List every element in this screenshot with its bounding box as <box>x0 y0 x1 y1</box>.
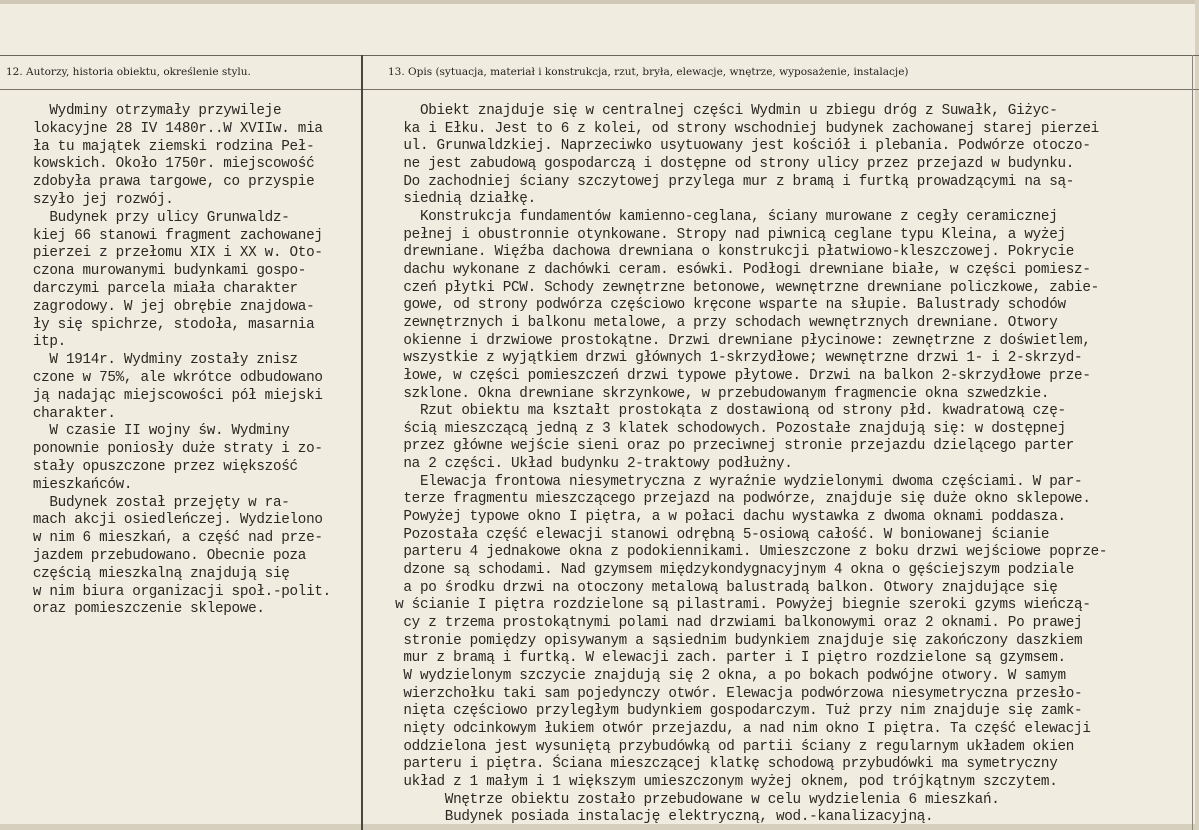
description-text-line: Konstrukcja fundamentów kamienno-ceglana, ściany murowane z cegły ceramicznej <box>362 208 1058 225</box>
description-text-line: Elewacja frontowa niesymetryczna z wyraźnie wydzielonymi dwoma częściami. W par- <box>362 473 1083 490</box>
history-text-line: czona murowanymi budynkami gospo- <box>8 263 307 280</box>
description-text-line: ka i Ełku. Jest to 6 z kolei, od strony wschodniej budynek zachowanej starej pierzei <box>362 120 1099 137</box>
description-text-line: oddzielona jest wysuniętą przybudówką od partii ściany z regularnym układem okien <box>362 738 1075 755</box>
history-text-line: jazdem przebudowano. Obecnie poza <box>8 547 307 564</box>
history-text-line: ła tu majątek ziemski rodzina Peł- <box>8 138 315 155</box>
history-text-line: zagrodowy. W jej obrębie znajdowa- <box>8 298 315 315</box>
description-text-line: pełnej i obustronnie otynkowane. Stropy nad piwnicą ceglane typu Kleina, a wyżej <box>362 226 1066 243</box>
history-text-line: ją nadając miejscowości pół miejski <box>8 387 323 404</box>
description-text-line: a po środku drzwi na otoczony metalową balustradą balkon. Otwory znajdujące się <box>362 579 1058 596</box>
description-text-line: układ z 1 małym i 1 większym umieszczonym wyżej oknem, pod trójkątnym szczytem. <box>362 773 1058 790</box>
section-13-heading: 13. Opis (sytuacja, materiał i konstrukcja, rzut, bryła, elewacje, wnętrze, wyposażenie, instalacje) <box>388 66 909 78</box>
history-text-line: mach akcji osiedleńczej. Wydzielono <box>8 512 323 529</box>
description-text-line: łowe, w części pomieszczeń drzwi typowe płytowe. Drzwi na balkon 2-skrzydłowe prze- <box>362 367 1091 384</box>
history-text-line: Budynek został przejęty w ra- <box>8 494 290 511</box>
description-text-line: Obiekt znajduje się w centralnej części Wydmin u zbiegu dróg z Suwałk, Giżyc- <box>362 103 1058 119</box>
history-text-line: kowskich. Około 1750r. miejscowość <box>8 156 315 173</box>
history-text-line: Budynek przy ulicy Grunwaldz- <box>8 209 290 226</box>
history-text-line: ły się spichrze, stodoła, masarnia <box>8 316 315 333</box>
description-text-column <box>362 103 1194 827</box>
description-text-line: wierzchołku taki sam pojedynczy otwór. Elewacja podwórzowa niesymetryczna przesło- <box>362 685 1083 702</box>
description-text-line: ścią mieszczącą jedną z 3 klatek schodowych. Pozostałe znajdują się: w dostępnej <box>362 420 1066 437</box>
description-text-line: dachu wykonane z dachówki ceram. esówki. Podłogi drewniane białe, w części pomiesz- <box>362 261 1091 278</box>
history-text-line: zdobyła prawa targowe, co przyspie <box>8 174 315 191</box>
history-text-line: w nim biura organizacji społ.-polit. <box>8 583 331 600</box>
description-text-line: przez główne wejście sieni oraz po przeciwnej stronie przejazdu dzielącego parter <box>362 438 1075 455</box>
form-header-rule <box>0 89 1199 90</box>
description-text-line: Budynek posiada instalację elektryczną, wod.-kanalizacyjną. <box>362 809 934 826</box>
history-text-column <box>8 103 360 619</box>
description-text-line: Do zachodniej ściany szczytowej przylega mur z bramą i furtką prowadzącymi na są- <box>362 173 1075 190</box>
form-top-rule <box>0 55 1199 56</box>
description-text-line: parteru i piętra. Ściana mieszczącej klatkę schodową przybudówki ma symetryczny <box>362 756 1058 773</box>
history-text-line: w nim 6 mieszkań, a część nad prze- <box>8 530 323 547</box>
description-text-line: nięta częściowo przyległym budynkiem gospodarczym. Tuż przy nim znajduje się zamk- <box>362 703 1083 720</box>
history-text-line: itp. <box>8 334 66 351</box>
description-text-line: dzone są schodami. Nad gzymsem międzykondygnacyjnym 4 okna o gęściejszym podziale <box>362 562 1075 579</box>
description-text-line: zewnętrznych i balkonu metalowe, a przy schodach wewnętrznych drewniane. Otwory <box>362 314 1058 331</box>
description-text-line: ul. Grunwaldzkiej. Naprzeciwko usytuowany jest kościół i plebania. Podwórze otoczo- <box>362 138 1091 155</box>
history-text-line: oraz pomieszczenie sklepowe. <box>8 601 265 618</box>
history-text-line: mieszkańców. <box>8 476 133 493</box>
description-text-line: siednią działkę. <box>362 191 536 208</box>
history-text-line: lokacyjne 28 IV 1480r..W XVIIw. mia <box>8 120 323 137</box>
description-text-line: W wydzielonym szczycie znajdują się 2 okna, a po bokach podwójne otwory. W samym <box>362 668 1066 684</box>
section-12-heading: 12. Autorzy, historia obiektu, określenie stylu. <box>6 66 251 78</box>
description-text-line: Wnętrze obiektu zostało przebudowane w celu wydzielenia 6 mieszkań. <box>362 791 1000 808</box>
description-text-line: wszystkie z wyjątkiem drzwi głównych 1-skrzydłowe; wewnętrzne drzwi 1- i 2-skrzyd- <box>362 350 1083 367</box>
history-text-line: stały opuszczone przez większość <box>8 458 298 475</box>
history-text-line: czone w 75%, ale wkrótce odbudowano <box>8 369 323 386</box>
description-text-line: okienne i drzwiowe prostokątne. Drzwi drewniane płycinowe: zewnętrzne z doświetlem, <box>362 332 1091 349</box>
history-text-line: W 1914r. Wydminy zostały znisz <box>8 352 298 369</box>
description-text-line: Rzut obiektu ma kształt prostokąta z dostawioną od strony płd. kwadratową czę- <box>362 403 1066 420</box>
description-text-line: parteru 4 jednakowe okna z podokiennikami. Umieszczone z boku drzwi wejściowe poprze- <box>362 544 1108 561</box>
scan-edge-top <box>0 0 1199 4</box>
scan-edge-right <box>1195 0 1199 830</box>
description-text-line: czeń płytki PCW. Schody zewnętrzne betonowe, wewnętrzne drewniane policzkowe, zabie- <box>362 279 1099 296</box>
history-text-line: W czasie II wojny św. Wydminy <box>8 423 290 440</box>
description-text-line: gowe, od strony podwórza częściowo kręcone wsparte na słupie. Balustrady schodów <box>362 297 1066 314</box>
history-text-line: częścią mieszkalną znajdują się <box>8 565 290 582</box>
history-text-line: Wydminy otrzymały przywileje <box>8 103 282 119</box>
description-text-line: stronie pomiędzy opisywanym a sąsiednim budynkiem znajduje się zakończony daszkiem <box>362 632 1083 649</box>
description-text-line: szklone. Okna drewniane skrzynkowe, w przebudowanym fragmencie okna szwedzkie. <box>362 385 1050 402</box>
description-text-line: Powyżej typowe okno I piętra, a w połaci dachu wystawka z dwoma oknami poddasza. <box>362 509 1066 526</box>
history-text-line: ponownie poniosły duże straty i zo- <box>8 441 323 458</box>
description-text-line: nięty odcinkowym łukiem otwór przejazdu, a nad nim okno I piętra. Ta część elewacji <box>362 720 1091 737</box>
history-text-line: pierzei z przełomu XIX i XX w. Oto- <box>8 245 323 262</box>
history-text-line: darczymi parcela miała charakter <box>8 280 298 297</box>
description-text-line: terze fragmentu mieszczącego przejazd na podwórze, znajduje się duże okno sklepowe. <box>362 491 1091 508</box>
description-text-line: w ścianie I piętra rozdzielone są pilastrami. Powyżej biegnie szeroki gzyms wieńczą- <box>362 597 1091 614</box>
description-text-line: na 2 części. Układ budynku 2-traktowy podłużny. <box>362 456 793 473</box>
history-text-line: szyło jej rozwój. <box>8 191 174 208</box>
history-text-line: charakter. <box>8 405 116 422</box>
description-text-line: ne jest zabudową gospodarczą i dostępne od strony ulicy przez przejazd w budynku. <box>362 155 1075 172</box>
description-text-line: Pozostała część elewacji stanowi odrębną 5-osiową całość. W boniowanej ścianie <box>362 526 1050 543</box>
description-text-line: mur z bramą i furtką. W elewacji zach. parter i I piętro rozdzielone są gzymsem. <box>362 650 1066 667</box>
description-text-line: drewniane. Więźba dachowa drewniana o konstrukcji płatwiowo-kleszczowej. Pokrycie <box>362 244 1075 261</box>
description-text-line: cy z trzema prostokątnymi polami nad drzwiami balkonowymi oraz 2 oknami. Po prawej <box>362 615 1083 632</box>
history-text-line: kiej 66 stanowi fragment zachowanej <box>8 227 323 244</box>
